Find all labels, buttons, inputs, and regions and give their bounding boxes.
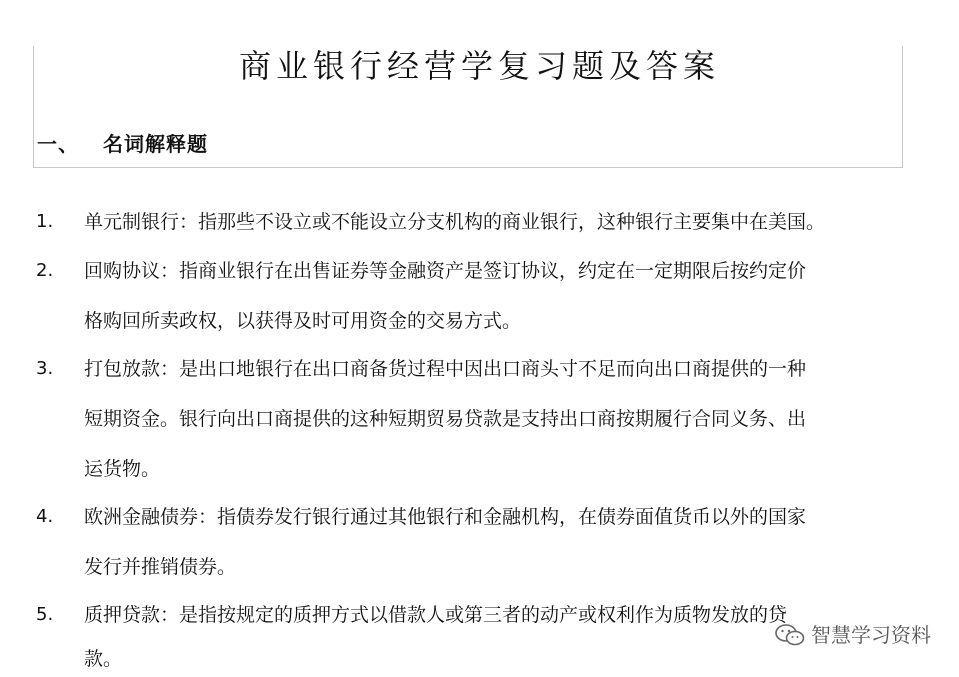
list-item-text: 款。	[84, 648, 123, 670]
section-title: 名词解释题	[103, 132, 208, 156]
page-title: 商业银行经营学复习题及答案	[238, 47, 720, 85]
list-item-number: 3.	[36, 358, 54, 379]
list-item-number: 1.	[36, 211, 54, 232]
watermark	[775, 622, 931, 648]
list-item-number: 5.	[36, 604, 54, 625]
list-item-text: 短期资金。银行向出口商提供的这种短期贸易贷款是支持出口商按期履行合同义务、出	[84, 408, 807, 430]
list-item-text: 发行并推销债券。	[84, 556, 237, 578]
list-item-text: 质押贷款：是指按规定的质押方式以借款人或第三者的动产或权利作为质物发放的贷	[84, 604, 788, 626]
list-item-text: 欧洲金融债券：指债券发行银行通过其他银行和金融机构，在债券面值货币以外的国家	[84, 506, 807, 528]
list-item-text: 格购回所卖政权，以获得及时可用资金的交易方式。	[84, 310, 522, 332]
section-heading	[37, 130, 208, 158]
list-item-text: 打包放款：是出口地银行在出口商备货过程中因出口商头寸不足而向出口商提供的一种	[84, 358, 807, 380]
list-item-text: 回购协议：指商业银行在出售证券等金融资产是签订协议，约定在一定期限后按约定价	[84, 260, 807, 282]
list-item-number: 2.	[36, 260, 54, 281]
list-item-text: 单元制银行：指那些不设立或不能设立分支机构的商业银行，这种银行主要集中在美国。	[84, 211, 826, 233]
list-item-text: 运货物。	[84, 458, 161, 480]
wechat-icon	[775, 623, 805, 647]
watermark-text: 智慧学习资料	[811, 623, 931, 647]
section-number: 一、	[37, 132, 79, 156]
list-item-number: 4.	[36, 506, 54, 527]
